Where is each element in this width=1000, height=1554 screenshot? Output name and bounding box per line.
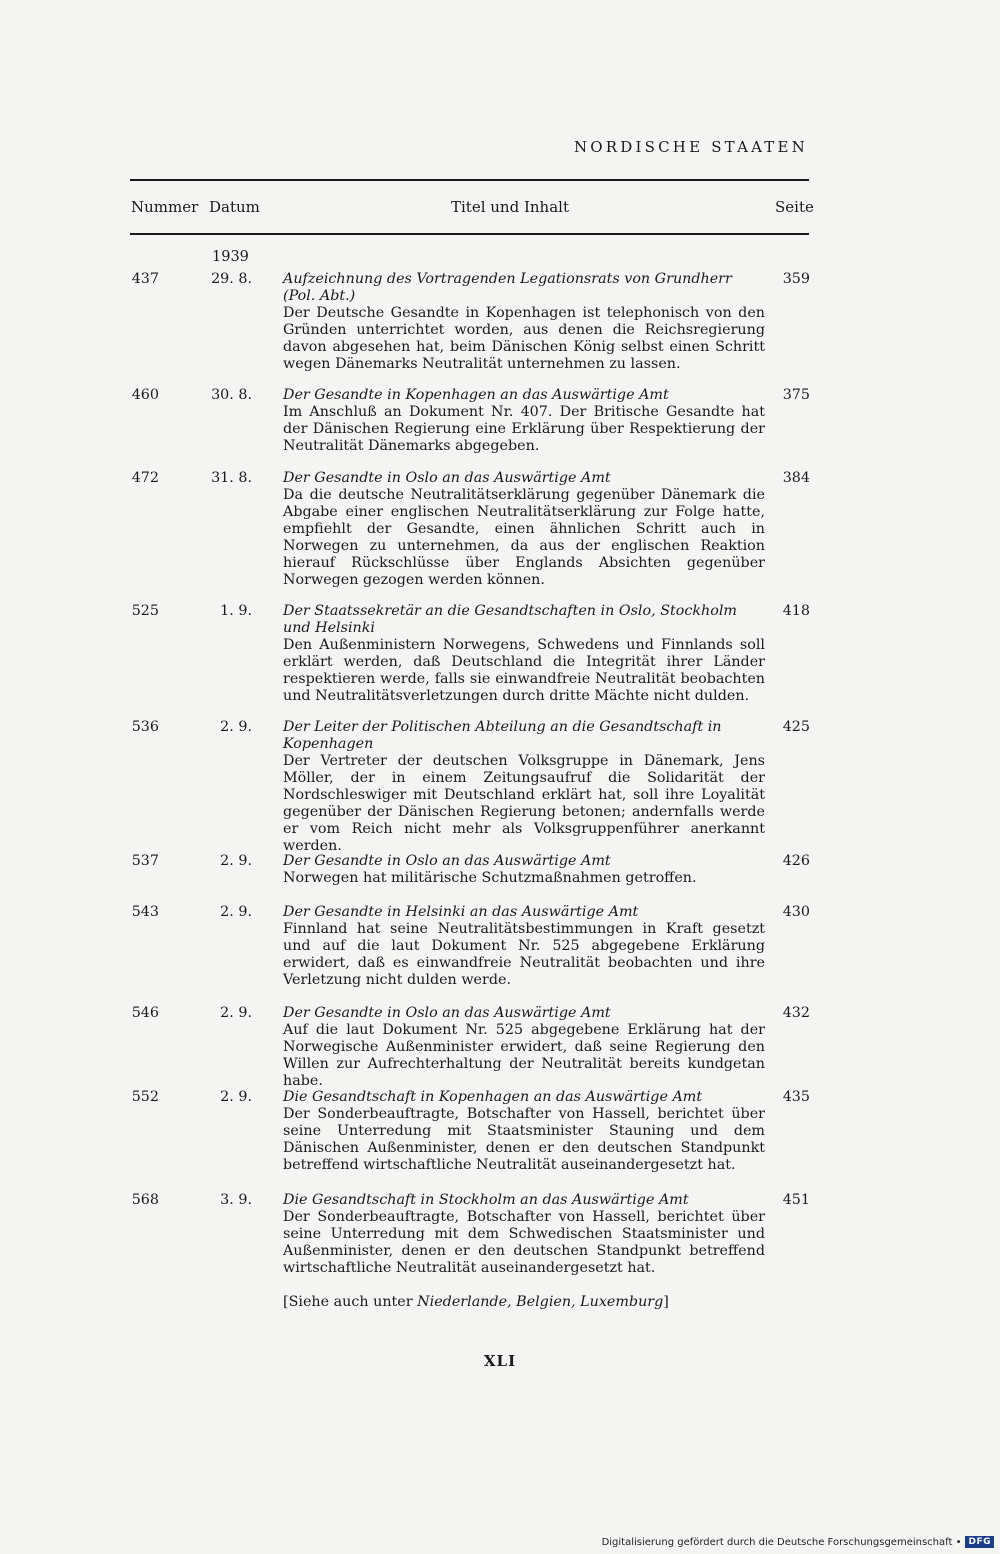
document-number: 525 <box>131 603 159 619</box>
running-head: NORDISCHE STAATEN <box>573 138 808 156</box>
document-number: 472 <box>131 470 159 486</box>
entry-title: Die Gesandtschaft in Kopenhagen an das Auswärtige Amt <box>283 1089 703 1105</box>
entry-title: Der Gesandte in Helsinki an das Auswärtige Amt <box>283 904 639 920</box>
column-header-date: Datum <box>209 198 260 216</box>
document-date: 31. 8. <box>211 470 252 486</box>
header-rule-top <box>130 179 809 181</box>
document-date: 1. 9. <box>220 603 252 619</box>
page-number: XLI <box>483 1352 517 1370</box>
entry-content <box>283 719 765 855</box>
see-also-prefix: [Siehe auch unter <box>283 1294 418 1310</box>
page-reference: 430 <box>782 904 810 920</box>
entry-summary: Auf die laut Dokument Nr. 525 abgegebene Erklärung hat der Norwegische Außenminister erwidert, daß seine Regierung den Willen zur Aufrechterhaltung der Neutralität bereits kundgetan habe. <box>283 1022 765 1089</box>
entry-content <box>283 1089 765 1174</box>
entry-summary: Der Sonderbeauftragte, Botschafter von Hassell, berichtet über seine Unterredung mit dem Schwedischen Staatsminister und Außenminister, denen er den deutschen Standpunkt betreffend wirtschaftliche Neutralität auseinandergesetzt hat. <box>283 1209 765 1276</box>
document-date: 29. 8. <box>211 271 252 287</box>
see-also-countries: Niederlande, Belgien, Luxemburg <box>417 1294 664 1310</box>
entry-summary: Der Sonderbeauftragte, Botschafter von Hassell, berichtet über seine Unterredung mit Staatsminister Stauning und dem Dänischen Außenminister, denen er den deutschen Standpunkt betreffend wirtschaftliche Neutralität auseinandergesetzt hat. <box>283 1106 765 1173</box>
year-label: 1939 <box>212 249 249 265</box>
entry-content <box>283 603 765 705</box>
entry-title: Aufzeichnung des Vortragenden Legationsrats von Grundherr (Pol. Abt.) <box>283 271 732 304</box>
entry-title: Der Leiter der Politischen Abteilung an die Gesandtschaft in Kopenhagen <box>283 719 722 752</box>
entry-content <box>283 1192 765 1277</box>
document-date: 2. 9. <box>220 1089 252 1105</box>
document-number: 543 <box>131 904 159 920</box>
column-header-number: Nummer <box>131 198 199 216</box>
page-reference: 432 <box>782 1005 810 1021</box>
dfg-logo: DFG <box>965 1536 994 1548</box>
document-date: 3. 9. <box>220 1192 252 1208</box>
see-also-note <box>283 1294 669 1310</box>
document-date: 2. 9. <box>220 719 252 735</box>
entry-summary: Finnland hat seine Neutralitätsbestimmungen in Kraft gesetzt und auf die laut Dokument Nr. 525 abgegebene Erklärung erwidert, daß es einwandfreie Neutralität beobachten und ihre Verletzung nicht dulden werde. <box>283 921 765 988</box>
entry-summary: Im Anschluß an Dokument Nr. 407. Der Britische Gesandte hat der Dänischen Regierung eine Erklärung über Respektierung der Neutralität Dänemarks abgegeben. <box>283 404 765 454</box>
document-number: 568 <box>131 1192 159 1208</box>
page-reference: 435 <box>782 1089 810 1105</box>
entry-content <box>283 470 765 589</box>
entry-title: Der Gesandte in Oslo an das Auswärtige Amt <box>283 853 611 869</box>
page-reference: 375 <box>782 387 810 403</box>
document-number: 552 <box>131 1089 159 1105</box>
page-reference: 425 <box>782 719 810 735</box>
entry-content <box>283 904 765 989</box>
column-header-title: Titel und Inhalt <box>451 198 569 216</box>
entry-content <box>283 387 765 455</box>
document-number: 546 <box>131 1005 159 1021</box>
see-also-suffix: ] <box>663 1294 669 1310</box>
entry-title: Der Gesandte in Oslo an das Auswärtige Amt <box>283 470 611 486</box>
header-rule-bottom <box>130 233 809 235</box>
funding-text: Digitalisierung gefördert durch die Deutsche Forschungsgemeinschaft • <box>601 1536 962 1548</box>
document-date: 30. 8. <box>211 387 252 403</box>
document-number: 537 <box>131 853 159 869</box>
entry-content <box>283 853 765 887</box>
entry-content <box>283 271 765 373</box>
column-header-page: Seite <box>775 198 814 216</box>
entry-title: Der Gesandte in Oslo an das Auswärtige Amt <box>283 1005 611 1021</box>
entry-content <box>283 1005 765 1090</box>
page-reference: 384 <box>782 470 810 486</box>
document-number: 460 <box>131 387 159 403</box>
entry-summary: Der Deutsche Gesandte in Kopenhagen ist telephonisch von den Gründen unterrichtet worden, aus denen die Reichsregierung davon abgesehen hat, beim Dänischen König selbst einen Schritt wegen Dänemarks Neutralität unternehmen zu lassen. <box>283 305 765 372</box>
document-number: 437 <box>131 271 159 287</box>
entry-summary: Norwegen hat militärische Schutzmaßnahmen getroffen. <box>283 870 697 886</box>
entry-title: Die Gesandtschaft in Stockholm an das Auswärtige Amt <box>283 1192 689 1208</box>
page-reference: 451 <box>782 1192 810 1208</box>
page-reference: 359 <box>782 271 810 287</box>
entry-summary: Der Vertreter der deutschen Volksgruppe in Dänemark, Jens Möller, der in einem Zeitungsaufruf die Solidarität der Nordschleswiger mit Deutschland erklärt hat, soll ihre Loyalität gegenüber der Dänischen Regierung betonen; andernfalls werde er vom Reich nicht mehr als Volksgruppenführer anerkannt werden. <box>283 753 765 854</box>
document-date: 2. 9. <box>220 853 252 869</box>
document-date: 2. 9. <box>220 1005 252 1021</box>
page-reference: 426 <box>782 853 810 869</box>
entry-summary: Den Außenministern Norwegens, Schwedens und Finnlands soll erklärt werden, daß Deutschland die Integrität ihrer Länder respektieren werde, falls sie einwandfreie Neutralität beobachten und Neutralitätsverletzungen durch dritte Mächte nicht dulden. <box>283 637 765 704</box>
document-number: 536 <box>131 719 159 735</box>
page-reference: 418 <box>782 603 810 619</box>
funding-footer <box>602 1536 994 1548</box>
entry-title: Der Gesandte in Kopenhagen an das Auswärtige Amt <box>283 387 669 403</box>
entry-title: Der Staatssekretär an die Gesandtschaften in Oslo, Stockholm und Helsinki <box>283 603 737 636</box>
entry-summary: Da die deutsche Neutralitätserklärung gegenüber Dänemark die Abgabe einer englischen Neutralitätserklärung zur Folge hatte, empfiehlt der Gesandte, einen ähnlichen Schritt auch in Norwegen zu unternehmen, da aus der englischen Reaktion hierauf Rückschlüsse über Englands Absichten gegenüber Norwegen gezogen werden können. <box>283 487 765 588</box>
document-date: 2. 9. <box>220 904 252 920</box>
